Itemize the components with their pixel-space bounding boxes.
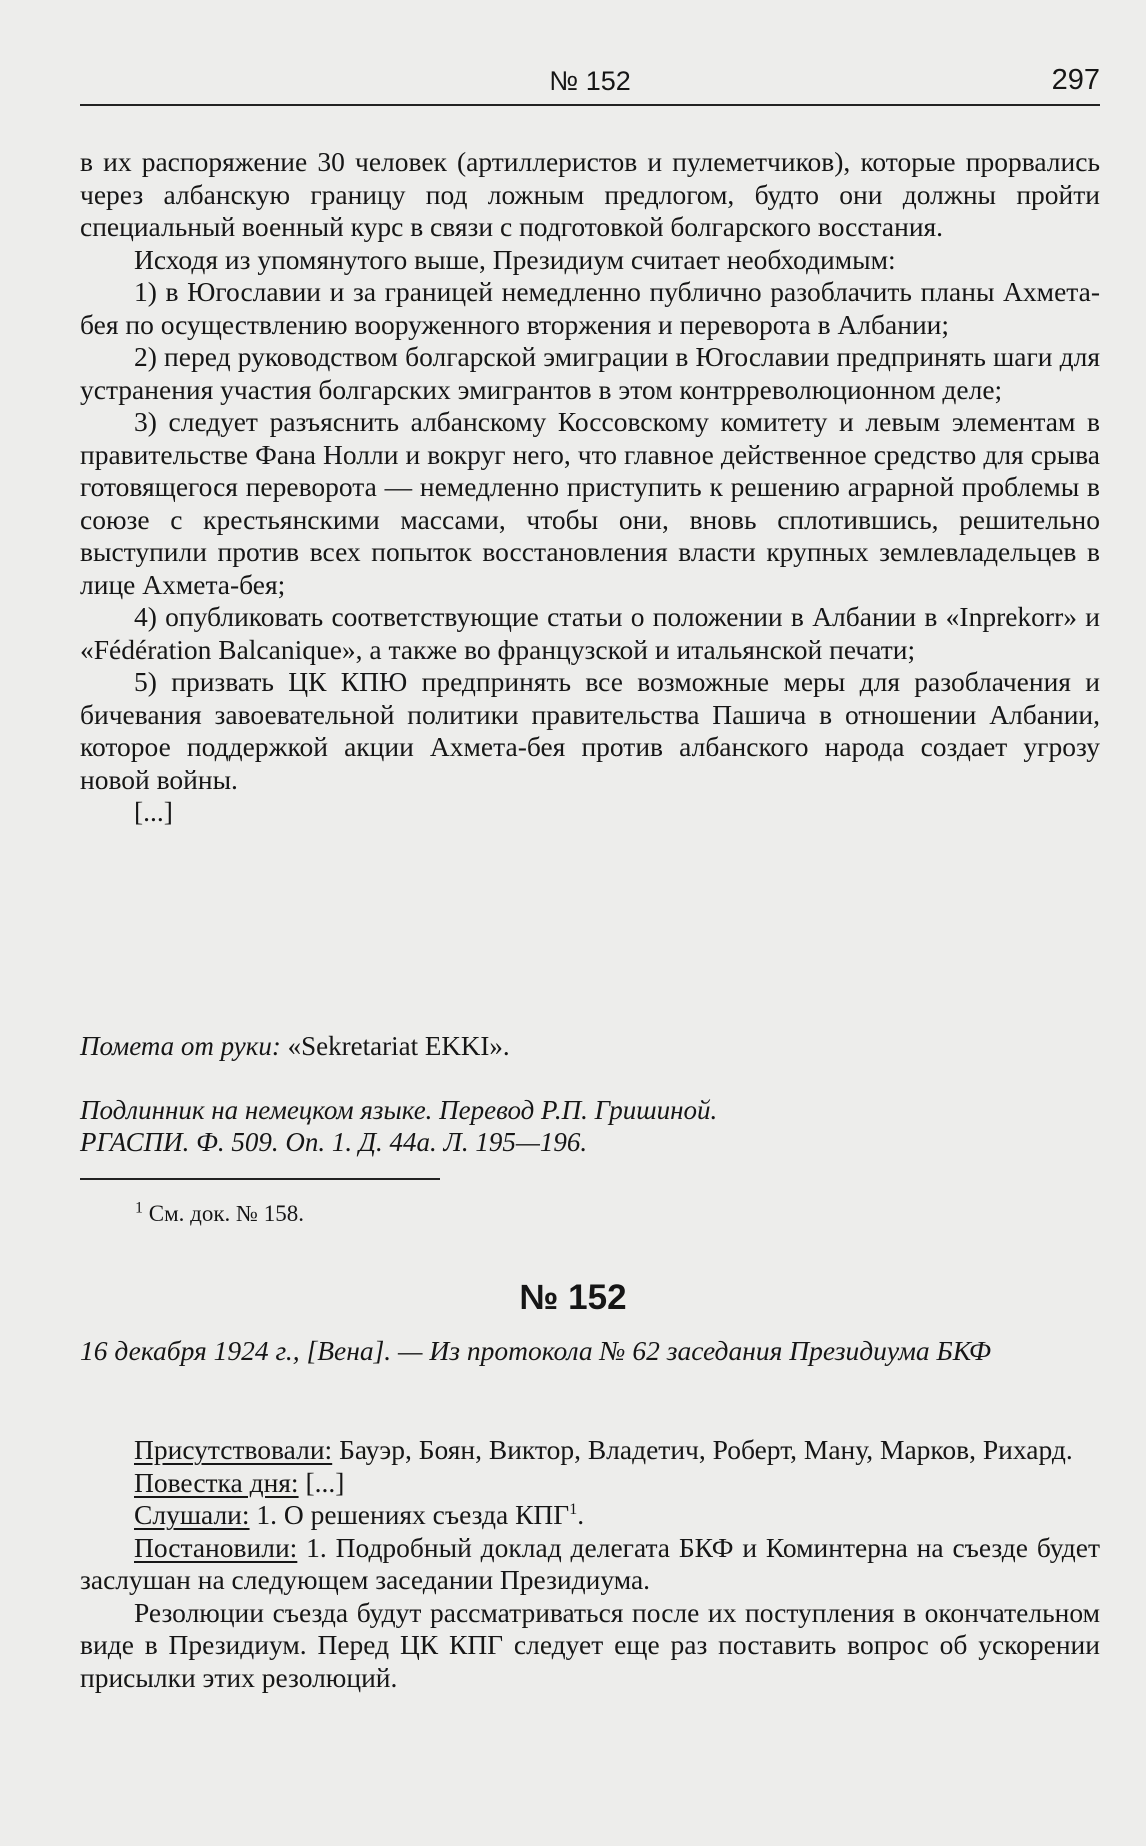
heard-label: Слушали: bbox=[134, 1499, 250, 1530]
footnote-divider bbox=[80, 1178, 440, 1180]
running-header bbox=[80, 62, 1100, 106]
attendees-line bbox=[80, 1434, 1100, 1467]
source-archive-line: РГАСПИ. Ф. 509. Оп. 1. Д. 44а. Л. 195—196. bbox=[80, 1127, 588, 1157]
footnote-mark: 1 bbox=[135, 1199, 143, 1217]
list-item-1: 1) в Югославии и за границей немедленно публично разоблачить планы Ахмета-бея по осуществлению вооруженного вторжения и переворота в Албании; bbox=[80, 276, 1100, 340]
paragraph-continuation: в их распоряжение 30 человек (артиллеристов и пулеметчиков), которые прорвались через албанскую границу под ложным предлогом, будто они должны пройти специальный военный курс в связи с подготовкой болгарского восстания. bbox=[80, 146, 1100, 242]
resolved-value: 1. Подробный доклад делегата БКФ и Коминтерна на съезде будет заслушан на следующем заседании Президиума. bbox=[80, 1531, 1100, 1595]
agenda-label: Повестка дня: bbox=[134, 1466, 299, 1498]
paragraph-presidium-decision: Исходя из упомянутого выше, Президиум считает необходимым: bbox=[134, 243, 896, 275]
agenda-line bbox=[80, 1467, 1100, 1500]
handwritten-note-value: «Sekretariat EKKI». bbox=[287, 1031, 510, 1061]
body-text-continued bbox=[80, 146, 1100, 829]
document-number-heading: № 152 bbox=[519, 1278, 627, 1317]
document-date-title: 16 декабря 1924 г., [Вена]. — Из протокола № 62 заседания Президиума БКФ bbox=[80, 1335, 991, 1366]
heard-value: 1. О решениях съезда КПГ bbox=[256, 1499, 570, 1530]
list-item-4: 4) опубликовать соответствующие статьи о положении в Албании в «Inprekorr» и «Fédération Balcanique», а также во французской и итальянской печати; bbox=[80, 601, 1100, 665]
heard-footnote-mark: 1 bbox=[569, 1500, 578, 1518]
resolutions-paragraph: Резолюции съезда будут рассматриваться после их поступления в окончательном виде в Президиум. Перед ЦК КПГ следует еще раз поставить вопрос об ускорении присылки этих резолюций. bbox=[80, 1596, 1100, 1693]
attendees-label: Присутствовали: bbox=[134, 1434, 333, 1465]
running-header-doc-number: № 152 bbox=[549, 66, 631, 96]
resolved-label: Постановили: bbox=[134, 1531, 298, 1563]
footnote bbox=[135, 1200, 304, 1228]
list-item-2: 2) перед руководством болгарской эмиграции в Югославии предпринять шаги для устранения участия болгарских эмигрантов в этом контрреволюционном деле; bbox=[80, 341, 1100, 405]
archival-source bbox=[80, 1094, 1100, 1158]
agenda-value: [...] bbox=[305, 1466, 345, 1498]
page-number: 297 bbox=[1051, 64, 1100, 96]
resolved-line bbox=[80, 1532, 1100, 1597]
list-item-5: 5) призвать ЦК КПЮ предпринять все возможные меры для разоблачения и бичевания завоевательной политики правительства Пашича в отношении Албании, которое поддержкой акции Ахмета-бея против албанского народа создает угрозу новой войны. bbox=[80, 666, 1100, 795]
handwritten-note bbox=[80, 1030, 1100, 1062]
omission-mark: [...] bbox=[134, 796, 173, 827]
source-original-line: Подлинник на немецком языке. Перевод Р.П. Гришиной. bbox=[80, 1095, 718, 1125]
heard-end: . bbox=[577, 1499, 585, 1530]
footnote-text: См. док. № 158. bbox=[148, 1201, 304, 1226]
protocol-body bbox=[80, 1434, 1100, 1694]
handwritten-note-label: Помета от руки: bbox=[80, 1031, 281, 1061]
list-item-3: 3) следует разъяснить албанскому Коссовскому комитету и левым элементам в правительстве Фана Нолли и вокруг него, что главное действенное средство для срыва готовящегося переворота — немедленно приступить к решению аграрной проблемы в союзе с крестьянскими массами, чтобы они, вновь сплотившись, решительно выступили против всех попыток восстановления власти крупных землевладельцев в лице Ахмета-бея; bbox=[80, 406, 1100, 600]
heard-line bbox=[80, 1499, 1100, 1532]
attendees-value: Бауэр, Боян, Виктор, Владетич, Роберт, Ману, Марков, Рихард. bbox=[339, 1434, 1073, 1465]
